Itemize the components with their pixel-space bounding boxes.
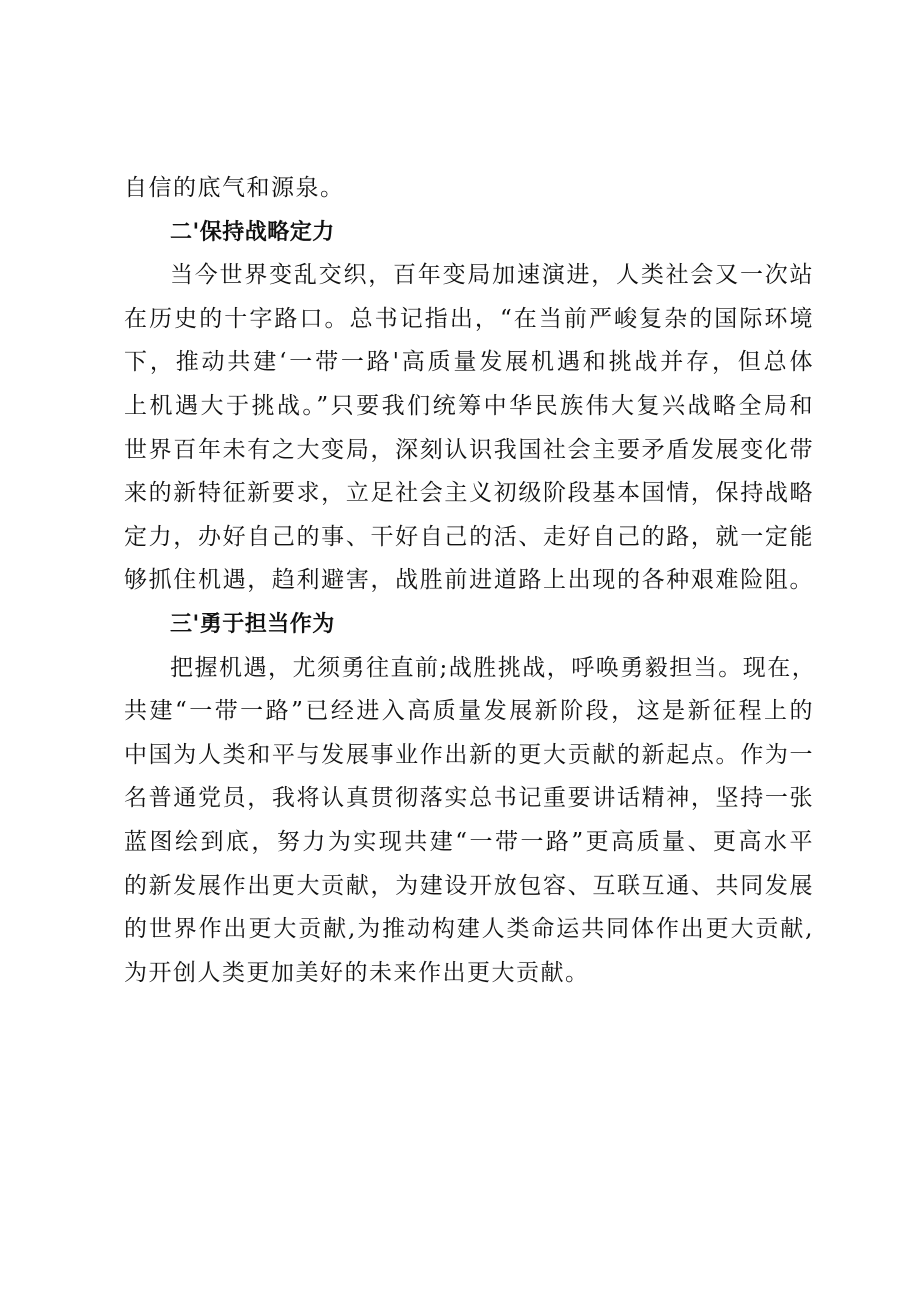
paragraph-line: 在历史的十字路口。总书记指出，“在当前严峻复杂的国际环境 bbox=[124, 305, 814, 332]
paragraph-line: 蓝图绘到底，努力为实现共建“一带一路”更高质量、更高水平 bbox=[124, 828, 814, 855]
document-body bbox=[124, 167, 817, 995]
paragraph-line: 下，推动共建‘一带一路'高质量发展机遇和挑战并存，但总体 bbox=[124, 349, 814, 376]
section-heading: 三'勇于担当作为 bbox=[170, 611, 335, 637]
paragraph-line: 上机遇大于挑战。”只要我们统筹中华民族伟大复兴战略全局和 bbox=[124, 392, 814, 419]
paragraph-line: 世界百年未有之大变局，深刻认识我国社会主要矛盾发展变化带 bbox=[124, 436, 814, 463]
paragraph-line: 自信的底气和源泉。 bbox=[124, 175, 345, 201]
paragraph-line: 为开创人类更加美好的未来作出更大贡献。 bbox=[124, 959, 590, 986]
paragraph-line: 够抓住机遇，趋利避害，战胜前进道路上出现的各种艰难险阻。 bbox=[124, 567, 814, 594]
paragraph-line: 来的新特征新要求，立足社会主义初级阶段基本国情，保持战略 bbox=[124, 480, 814, 507]
paragraph-line: 名普通党员，我将认真贯彻落实总书记重要讲话精神，坚持一张 bbox=[124, 785, 814, 812]
section-heading: 二'保持战略定力 bbox=[170, 219, 335, 245]
paragraph-line: 中国为人类和平与发展事业作出新的更大贡献的新起点。作为一 bbox=[124, 741, 814, 768]
paragraph-line: 共建“一带一路”已经进入高质量发展新阶段，这是新征程上的 bbox=[124, 698, 814, 725]
paragraph-line: 的新发展作出更大贡献，为建设开放包容、互联互通、共同发展 bbox=[124, 872, 814, 899]
paragraph-line: 定力，办好自己的事、干好自己的活、走好自己的路，就一定能 bbox=[124, 523, 814, 550]
paragraph-line: 的世界作出更大贡献,为推动构建人类命运共同体作出更大贡献, bbox=[124, 916, 814, 943]
paragraph-line: 把握机遇，尤须勇往直前;战胜挑战，呼唤勇毅担当。现在， bbox=[170, 654, 817, 681]
paragraph-line: 当今世界变乱交织，百年变局加速演进，人类社会又一次站 bbox=[170, 262, 814, 289]
